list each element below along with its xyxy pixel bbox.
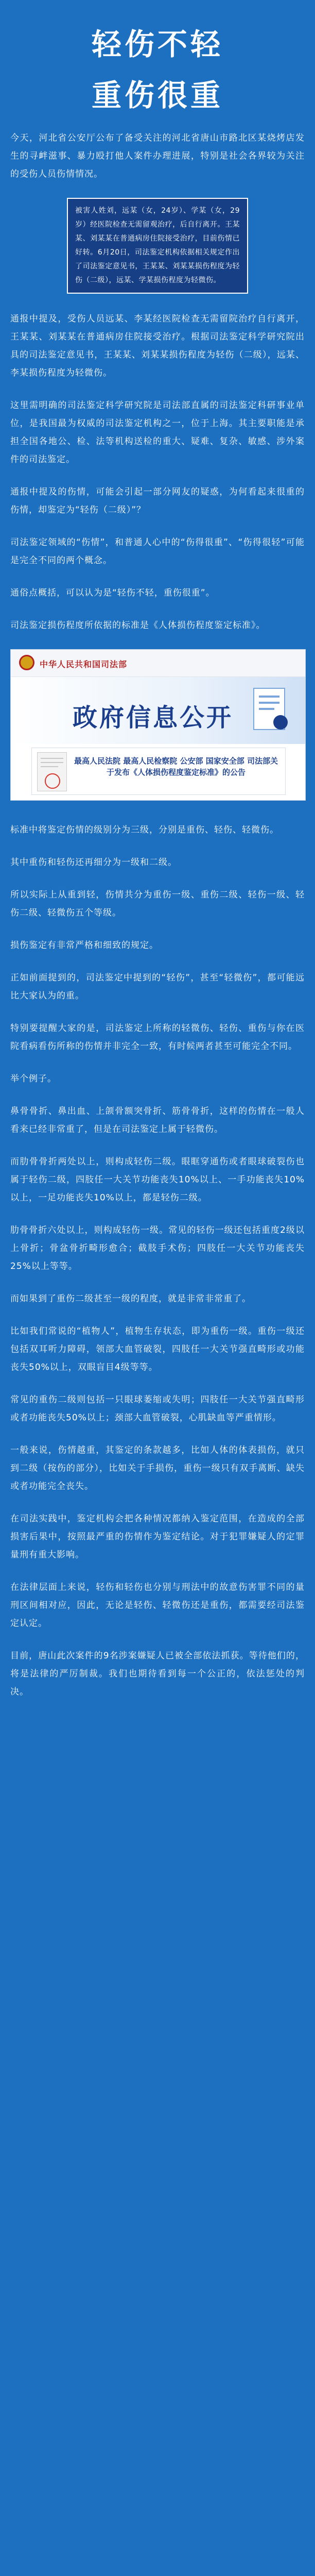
paragraph: 司法鉴定领域的“伤情”，和普通人心中的“伤得很重”、“伤得很轻”可能是完全不同的两个概念。 <box>10 537 305 566</box>
paragraph: 在司法实践中，鉴定机构会把各种情况都纳入鉴定范围，在造成的全部损害后果中，按照最严重的伤情作为鉴定结论。对于犯罪嫌疑人的定罪量刑有重大影响。 <box>10 1514 305 1560</box>
announcement-title: 最高人民法院 最高人民检察院 公安部 国家安全部 司法部关于发布《人体损伤程度鉴定标准》的公告 <box>74 756 278 777</box>
article-body <box>0 114 315 1701</box>
paragraph: 所以实际上从重到轻，伤情共分为重伤一级、重伤二级、轻伤一级、轻伤二级、轻微伤五个等级。 <box>10 890 305 918</box>
paragraph: 这里需明确的司法鉴定科学研究院是司法部直属的司法鉴定科研事业单位，是我国最为权威的司法鉴定机构之一，位于上海。其主要职能是承担全国各地公、检、法等机构送检的重大、疑难、复杂、敏感、涉外案件的司法鉴定。 <box>10 400 305 465</box>
paragraph: 一般来说，伤情越重，其鉴定的条款越多，比如人体的体表损伤，就只到二级（按伤的部分），比如关于手损伤，重伤一级只有双手离断、缺失或者功能完全丧失。 <box>10 1445 305 1492</box>
headline <box>0 0 315 114</box>
paragraph: 今天，河北省公安厅公布了备受关注的河北省唐山市路北区某烧烤店发生的寻衅滋事、暴力殴打他人案件办理进展，特别是社会各界较为关注的受伤人员伤情情况。 <box>10 133 305 179</box>
site-name: 中华人民共和国司法部 <box>40 659 128 669</box>
banner-title: 政府信息公开 <box>73 703 234 732</box>
paragraph: 鼻骨骨折、鼻出血、上颌骨额突骨折、筋骨骨折，这样的伤情在一般人看来已经非常重了，但是在司法鉴定上属于轻微伤。 <box>10 1106 305 1134</box>
paragraph: 司法鉴定损伤程度所依据的标准是《人体损伤程度鉴定标准》。 <box>10 620 266 631</box>
paragraph: 肋骨骨折六处以上，则构成轻伤一级。常见的轻伤一级还包括重度2级以上骨折；骨盆骨折畸形愈合；截肢手术伤；四肢任一大关节功能丧失25%以上等等。 <box>10 1225 305 1272</box>
footer-band <box>0 2545 315 2576</box>
paragraph: 比如我们常说的“植物人”，植物生存状态，即为重伤一级。重伤一级还包括双耳听力障碍，领部大血管破裂，四肢任一大关节强直畸形或功能丧失50%以上，双眼盲目4级等等。 <box>10 1326 305 1372</box>
paragraph: 常见的重伤二级则包括一只眼球萎缩或失明；四肢任一大关节强直畸形或者功能丧失50%以上；颈部大血管破裂，心肌缺血等严重情形。 <box>10 1395 305 1423</box>
national-emblem-icon <box>19 655 34 670</box>
paragraph: 正如前面提到的，司法鉴定中提到的“轻伤”，甚至“轻微伤”，都可能远比大家认为的重。 <box>10 973 305 1001</box>
headline-line-1: 轻伤不轻 <box>91 27 223 62</box>
paragraph: 在法律层面上来说，轻伤和轻伤也分别与刑法中的故意伤害罪不同的量刑区间相对应，因此，无论是轻伤、轻微伤还是重伤，都需要经司法鉴定认定。 <box>10 1582 305 1629</box>
paragraph: 标准中将鉴定伤情的级别分为三级，分别是重伤、轻伤、轻微伤。 <box>10 825 279 835</box>
paragraph: 其中重伤和轻伤还再细分为一级和二级。 <box>10 857 177 868</box>
announcement-card <box>31 748 286 795</box>
paragraph: 通俗点概括，可以认为是“轻伤不轻，重伤很重”。 <box>10 588 215 598</box>
callout-text: 被害人姓刘，远某（女，24岁）、学某（女，29岁）经医院检查无需留观治疗，后自行离开。王某某、刘某某在普通病房住院接受治疗，目前伤情已好转。6月20日，司法鉴定机构依据相关规定作出了司法鉴定意见书，王某某、刘某某损伤程度为轻伤（二级），远某、学某损伤程度为轻微伤。 <box>75 207 240 284</box>
screenshot-header <box>11 650 305 677</box>
paragraph: 举个例子。 <box>10 1074 57 1084</box>
police-notice-callout <box>67 198 248 294</box>
document-thumbnail-icon <box>37 752 67 791</box>
paragraph: 通报中提及的伤情，可能会引起一部分网友的疑惑，为何看起来很重的伤情，却鉴定为“轻伤（二级）”？ <box>10 487 305 515</box>
paragraph: 而如果到了重伤二级甚至一级的程度，就是非常非常重了。 <box>10 1294 251 1304</box>
document-icon <box>249 684 295 736</box>
paragraph: 目前，唐山此次案件的9名涉案嫌疑人已被全部依法抓获。等待他们的，将是法律的严厉制裁。我们也期待看到每一个公正的，依法惩处的判决。 <box>10 1651 305 1697</box>
paragraph: 特别要提醒大家的是，司法鉴定上所称的轻微伤、轻伤、重伤与你在医院看病看伤所称的伤情并非完全一致，有时候两者甚至可能完全不同。 <box>10 1023 305 1052</box>
paragraph: 损伤鉴定有非常严格和细致的规定。 <box>10 940 159 951</box>
screenshot-banner <box>11 677 305 744</box>
paragraph: 通报中提及，受伤人员远某、李某经医院检查无需留院治疗自行离开，王某某、刘某某在普通病房住院接受治疗。根据司法鉴定科学研究院出具的司法鉴定意见书，王某某、刘某某损伤程度为轻伤（二级），远某、李某损伤程度为轻微伤。 <box>10 314 305 378</box>
gov-info-screenshot <box>10 649 306 801</box>
paragraph: 而肋骨骨折两处以上，则构成轻伤二级。眼眶穿通伤或者眼球破裂伤也属于轻伤二级，四肢任一大关节功能丧失10%以上、一手功能丧失10%以上，一足功能丧失10%以上，都是轻伤二级。 <box>10 1157 305 1203</box>
headline-line-2: 重伤很重 <box>91 77 223 113</box>
